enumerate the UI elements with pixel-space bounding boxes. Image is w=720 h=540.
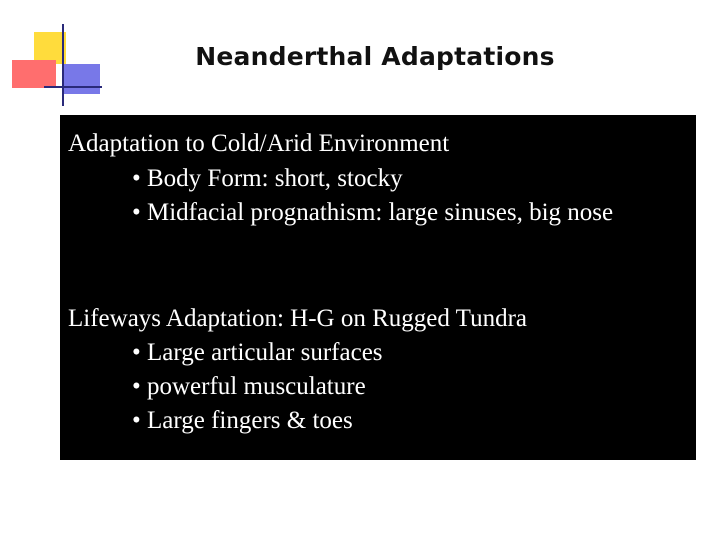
bullet-musculature: • powerful musculature <box>132 373 366 400</box>
slide-title: Neanderthal Adaptations <box>195 42 555 71</box>
bullet-body-form: • Body Form: short, stocky <box>132 165 403 192</box>
decorative-red-square <box>12 60 56 88</box>
section-heading-cold-environment: Adaptation to Cold/Arid Environment <box>68 130 450 157</box>
bullet-fingers-toes: • Large fingers & toes <box>132 407 353 434</box>
bullet-midfacial-prognathism: • Midfacial prognathism: large sinuses, big nose <box>132 199 614 226</box>
decorative-horizontal-line <box>44 86 102 88</box>
section-heading-lifeways: Lifeways Adaptation: H-G on Rugged Tundra <box>68 305 527 332</box>
content-image-panel <box>60 115 696 460</box>
decorative-vertical-line <box>62 24 64 106</box>
bullet-articular-surfaces: • Large articular surfaces <box>132 339 383 366</box>
decorative-blue-square <box>64 64 100 94</box>
